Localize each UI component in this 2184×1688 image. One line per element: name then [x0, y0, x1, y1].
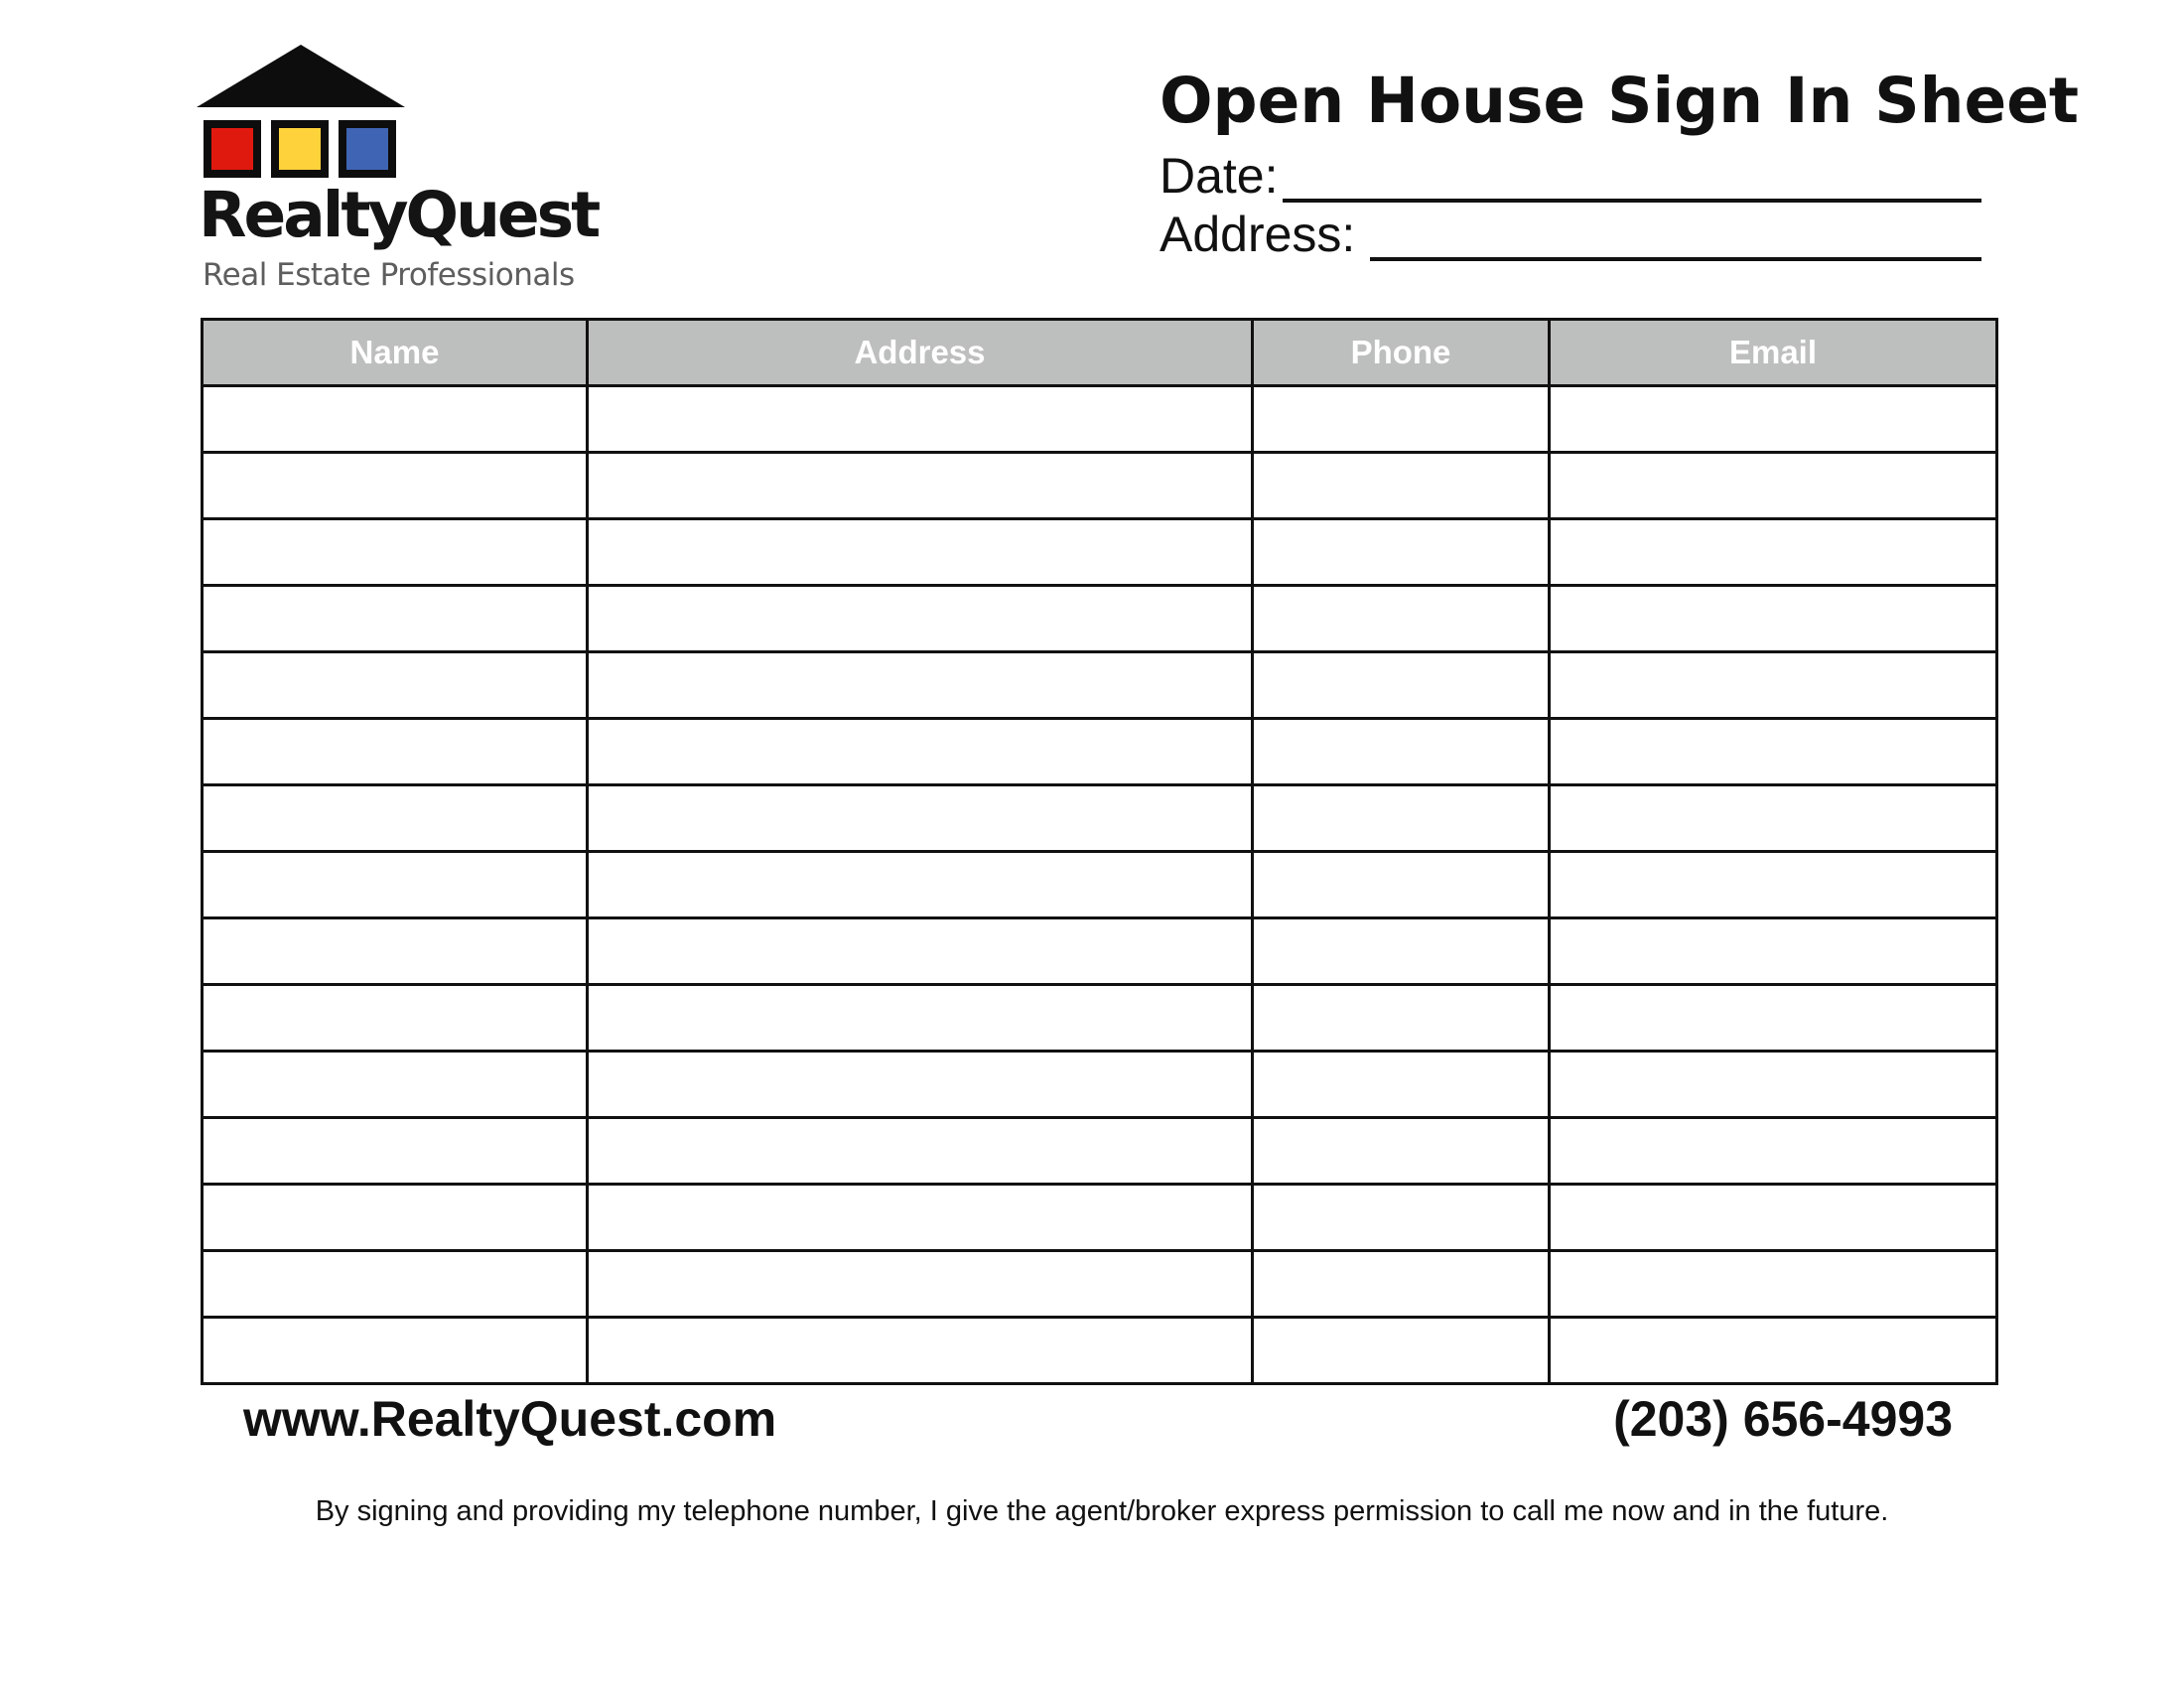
- name-cell[interactable]: [203, 1052, 588, 1118]
- address-label: Address:: [1160, 207, 1356, 262]
- phone-cell[interactable]: [1253, 785, 1550, 852]
- name-cell[interactable]: [203, 453, 588, 519]
- address-cell[interactable]: [588, 586, 1253, 652]
- blue-square-icon: [339, 120, 396, 178]
- email-cell[interactable]: [1550, 1185, 1997, 1251]
- email-cell[interactable]: [1550, 1052, 1997, 1118]
- phone-cell[interactable]: [1253, 1052, 1550, 1118]
- address-cell[interactable]: [588, 519, 1253, 586]
- date-blank-line[interactable]: [1283, 199, 1981, 203]
- table-row: [203, 918, 1997, 985]
- phone-cell[interactable]: [1253, 386, 1550, 453]
- email-cell[interactable]: [1550, 1251, 1997, 1318]
- address-cell[interactable]: [588, 1118, 1253, 1185]
- address-cell[interactable]: [588, 852, 1253, 918]
- phone-cell[interactable]: [1253, 1185, 1550, 1251]
- email-cell[interactable]: [1550, 453, 1997, 519]
- consent-disclaimer: By signing and providing my telephone number, I give the agent/broker express permission to call me now and in the future.: [315, 1495, 1889, 1527]
- page-title: Open House Sign In Sheet: [1160, 65, 2080, 137]
- phone-cell[interactable]: [1253, 918, 1550, 985]
- realtyquest-logo: [197, 45, 599, 303]
- name-cell[interactable]: [203, 785, 588, 852]
- table-row: [203, 1118, 1997, 1185]
- phone-cell[interactable]: [1253, 453, 1550, 519]
- address-cell[interactable]: [588, 1318, 1253, 1384]
- email-cell[interactable]: [1550, 586, 1997, 652]
- table-row: [203, 1185, 1997, 1251]
- email-cell[interactable]: [1550, 652, 1997, 719]
- address-cell[interactable]: [588, 1251, 1253, 1318]
- address-cell[interactable]: [588, 719, 1253, 785]
- table-row: [203, 586, 1997, 652]
- table-row: [203, 1318, 1997, 1384]
- brand-name: RealtyQuest: [199, 179, 599, 251]
- table-row: [203, 1052, 1997, 1118]
- address-cell[interactable]: [588, 453, 1253, 519]
- table-row: [203, 985, 1997, 1052]
- email-cell[interactable]: [1550, 985, 1997, 1052]
- address-blank-line[interactable]: [1370, 257, 1981, 261]
- table-header-row: [203, 320, 1997, 386]
- brand-tagline: Real Estate Professionals: [203, 257, 575, 293]
- red-square-icon: [204, 120, 261, 178]
- table-row: [203, 1251, 1997, 1318]
- phone-cell[interactable]: [1253, 1118, 1550, 1185]
- address-cell[interactable]: [588, 1052, 1253, 1118]
- column-header-address: Address: [588, 320, 1253, 386]
- address-cell[interactable]: [588, 785, 1253, 852]
- address-cell[interactable]: [588, 918, 1253, 985]
- table-row: [203, 852, 1997, 918]
- yellow-square-icon: [271, 120, 329, 178]
- address-cell[interactable]: [588, 386, 1253, 453]
- email-cell[interactable]: [1550, 519, 1997, 586]
- date-label: Date:: [1160, 148, 1279, 204]
- name-cell[interactable]: [203, 386, 588, 453]
- phone-cell[interactable]: [1253, 852, 1550, 918]
- name-cell[interactable]: [203, 1318, 588, 1384]
- name-cell[interactable]: [203, 985, 588, 1052]
- phone-cell[interactable]: [1253, 985, 1550, 1052]
- sign-in-table: [201, 318, 1998, 1385]
- name-cell[interactable]: [203, 652, 588, 719]
- table-row: [203, 453, 1997, 519]
- address-cell[interactable]: [588, 1185, 1253, 1251]
- email-cell[interactable]: [1550, 918, 1997, 985]
- address-cell[interactable]: [588, 985, 1253, 1052]
- email-cell[interactable]: [1550, 852, 1997, 918]
- table-row: [203, 519, 1997, 586]
- email-cell[interactable]: [1550, 785, 1997, 852]
- address-cell[interactable]: [588, 652, 1253, 719]
- name-cell[interactable]: [203, 1251, 588, 1318]
- phone-cell[interactable]: [1253, 719, 1550, 785]
- phone-cell[interactable]: [1253, 1318, 1550, 1384]
- column-header-name: Name: [203, 320, 588, 386]
- phone-number-text: (203) 656-4993: [1613, 1391, 1953, 1447]
- email-cell[interactable]: [1550, 1318, 1997, 1384]
- table-row: [203, 785, 1997, 852]
- website-text: www.RealtyQuest.com: [243, 1391, 777, 1447]
- phone-cell[interactable]: [1253, 586, 1550, 652]
- name-cell[interactable]: [203, 852, 588, 918]
- name-cell[interactable]: [203, 918, 588, 985]
- email-cell[interactable]: [1550, 719, 1997, 785]
- house-roof-icon: [197, 45, 405, 107]
- name-cell[interactable]: [203, 586, 588, 652]
- column-header-phone: Phone: [1253, 320, 1550, 386]
- name-cell[interactable]: [203, 719, 588, 785]
- table-row: [203, 386, 1997, 453]
- phone-cell[interactable]: [1253, 519, 1550, 586]
- phone-cell[interactable]: [1253, 1251, 1550, 1318]
- email-cell[interactable]: [1550, 1118, 1997, 1185]
- table-row: [203, 652, 1997, 719]
- phone-cell[interactable]: [1253, 652, 1550, 719]
- name-cell[interactable]: [203, 1185, 588, 1251]
- column-header-email: Email: [1550, 320, 1997, 386]
- email-cell[interactable]: [1550, 386, 1997, 453]
- table-row: [203, 719, 1997, 785]
- name-cell[interactable]: [203, 519, 588, 586]
- name-cell[interactable]: [203, 1118, 588, 1185]
